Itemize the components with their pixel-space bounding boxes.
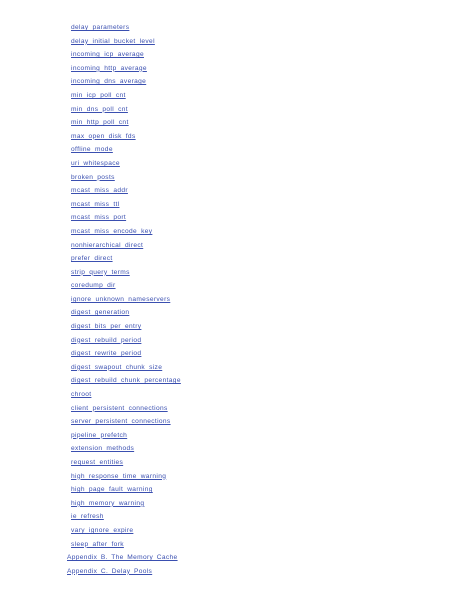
toc-link[interactable]: coredump_dir [71,282,116,290]
toc-entry [0,344,463,358]
toc-entry [0,426,463,440]
toc-link[interactable]: sleep_after_fork [71,540,124,548]
toc-entry [0,467,463,481]
toc-entry [0,72,463,86]
toc-link[interactable]: ie_refresh [71,513,104,521]
toc-appendix-link[interactable]: Appendix C. Delay Pools [67,567,153,575]
table-of-contents [0,18,463,575]
toc-entry [0,168,463,182]
toc-entry [0,208,463,222]
toc-entry [0,222,463,236]
toc-link[interactable]: max_open_disk_fds [71,132,136,140]
toc-link[interactable]: extension_methods [71,445,135,453]
toc-entry [0,371,463,385]
toc-link[interactable]: high_page_fault_warning [71,486,153,494]
toc-link[interactable]: server_persistent_connections [71,418,171,426]
toc-link[interactable]: pipeline_prefetch [71,431,128,439]
toc-entry [0,154,463,168]
toc-link[interactable]: client_persistent_connections [71,404,168,412]
toc-link[interactable]: min_dns_poll_cnt [71,105,128,113]
toc-link[interactable]: mcast_miss_encode_key [71,227,153,235]
toc-link[interactable]: high_memory_warning [71,499,145,507]
toc-entry [0,45,463,59]
toc-link[interactable]: offline_mode [71,146,113,154]
toc-entry [0,453,463,467]
toc-entry [0,535,463,549]
toc-entry [0,181,463,195]
toc-link[interactable]: digest_bits_per_entry [71,323,142,331]
toc-entry [0,32,463,46]
toc-entry [0,507,463,521]
toc-link[interactable]: broken_posts [71,173,115,181]
toc-entry [0,385,463,399]
toc-entry [0,276,463,290]
toc-entry [0,494,463,508]
toc-link[interactable]: high_response_time_warning [71,472,167,480]
toc-entry [0,399,463,413]
toc-link[interactable]: vary_ignore_expire [71,526,134,534]
toc-link[interactable]: incoming_icp_average [71,51,144,59]
toc-entry [0,127,463,141]
toc-link[interactable]: digest_swapout_chunk_size [71,363,163,371]
toc-link[interactable]: chroot [71,391,92,399]
toc-link[interactable]: digest_rewrite_period [71,350,142,358]
toc-entry [0,331,463,345]
toc-link[interactable]: min_icp_poll_cnt [71,91,126,99]
toc-entry [0,18,463,32]
toc-entry [0,358,463,372]
toc-entry [0,412,463,426]
toc-entry [0,59,463,73]
toc-link[interactable]: incoming_http_average [71,64,147,72]
toc-entry [0,303,463,317]
toc-entry [0,249,463,263]
toc-entry [0,86,463,100]
toc-appendix-entry [0,548,463,562]
toc-entry [0,100,463,114]
toc-entry [0,140,463,154]
toc-entry [0,236,463,250]
toc-link[interactable]: prefer_direct [71,255,113,263]
toc-entry [0,113,463,127]
toc-link[interactable]: min_http_poll_cnt [71,119,129,127]
toc-entry [0,439,463,453]
toc-link[interactable]: ignore_unknown_nameservers [71,295,171,303]
toc-link[interactable]: digest_rebuild_chunk_percentage [71,377,181,385]
toc-link[interactable]: nonhierarchical_direct [71,241,144,249]
toc-entry [0,317,463,331]
toc-link[interactable]: uri_whitespace [71,159,120,167]
toc-link[interactable]: digest_generation [71,309,130,317]
toc-appendix-entry [0,562,463,576]
toc-link[interactable]: mcast_miss_addr [71,187,128,195]
toc-link[interactable]: strip_query_terms [71,268,130,276]
toc-link[interactable]: mcast_miss_ttl [71,200,120,208]
toc-appendix-link[interactable]: Appendix B. The Memory Cache [67,554,178,562]
toc-link[interactable]: incoming_dns_average [71,78,147,86]
toc-entry [0,263,463,277]
toc-link[interactable]: digest_rebuild_period [71,336,142,344]
toc-link[interactable]: mcast_miss_port [71,214,127,222]
toc-entry [0,195,463,209]
toc-link[interactable]: request_entities [71,459,124,466]
toc-link[interactable]: delay_parameters [71,24,130,31]
toc-entry [0,290,463,304]
toc-entry [0,521,463,535]
toc-entry [0,480,463,494]
toc-link[interactable]: delay_initial_bucket_level [71,37,155,45]
